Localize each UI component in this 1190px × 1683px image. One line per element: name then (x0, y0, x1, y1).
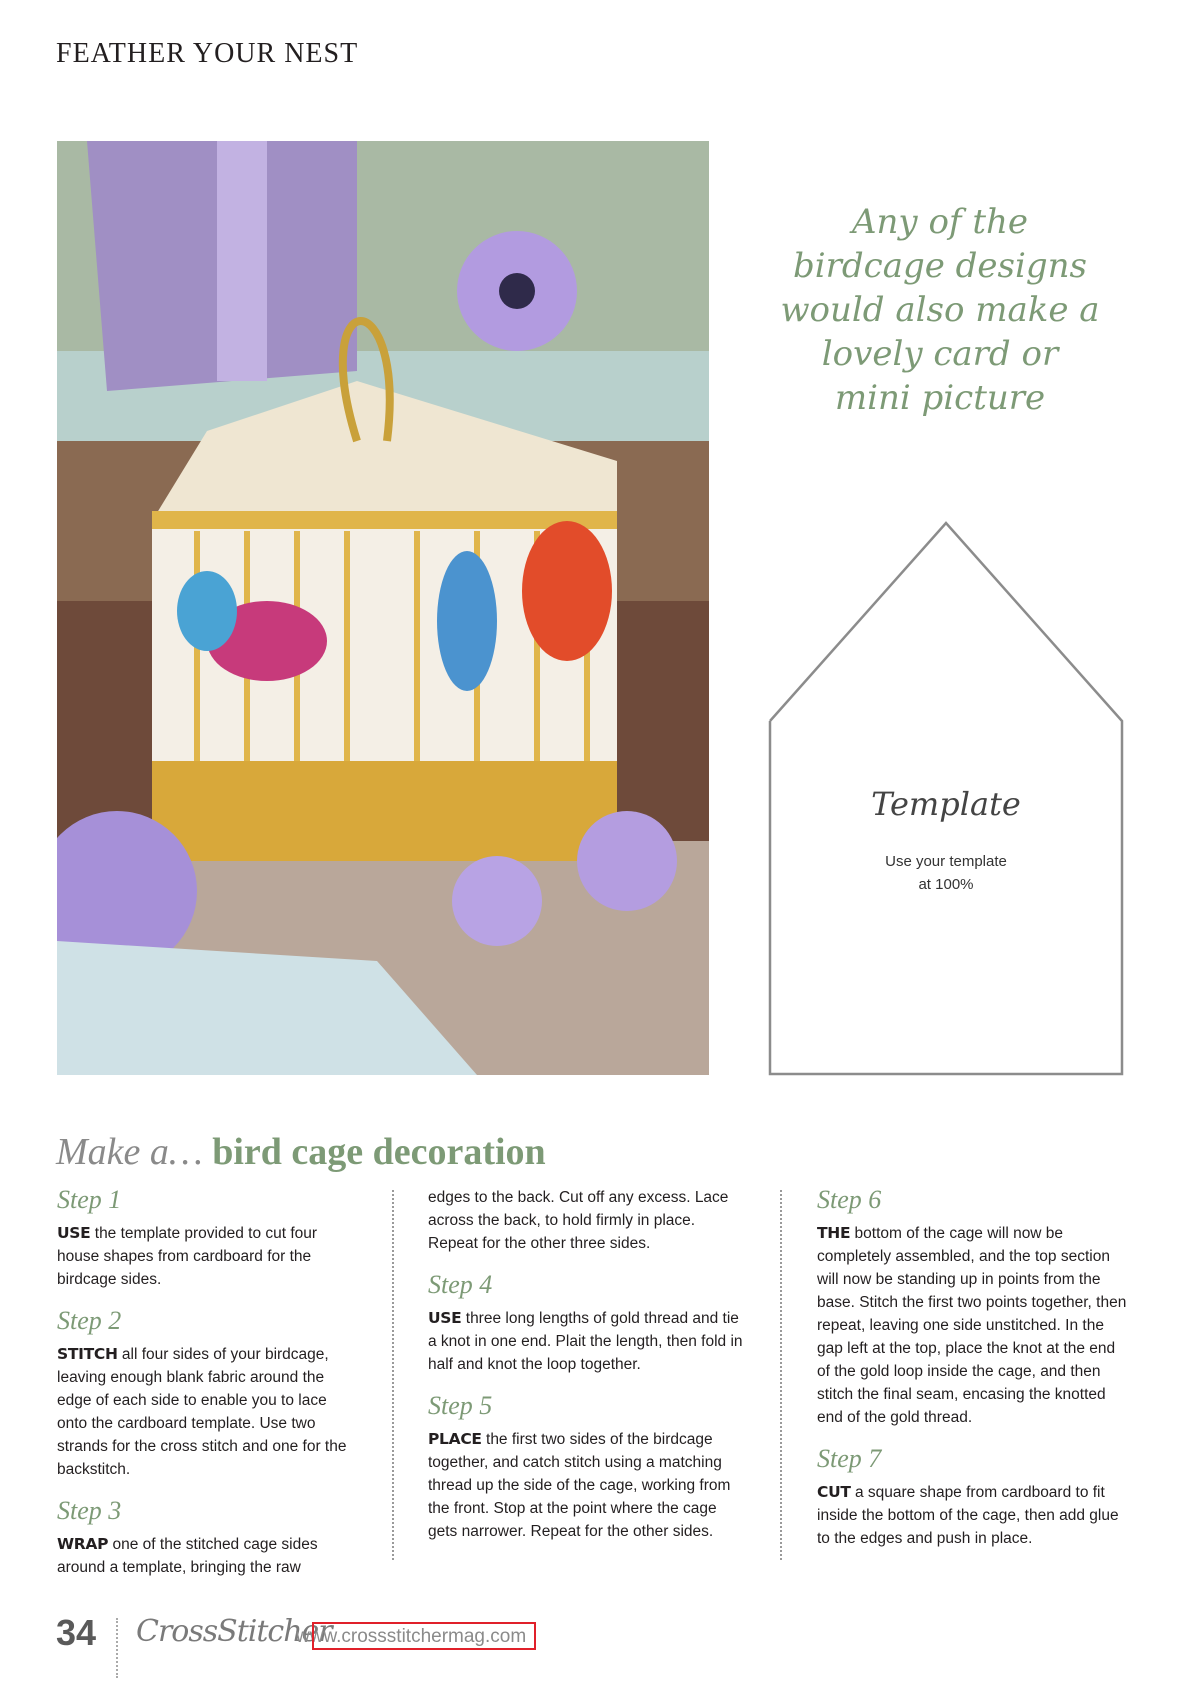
step-lead-word: STITCH (57, 1345, 118, 1363)
step-text (57, 1222, 357, 1291)
step-lead-word: WRAP (57, 1535, 109, 1553)
step-title: Step 5 (428, 1391, 493, 1420)
template-note-line: Use your template (885, 853, 1007, 870)
section-title: FEATHER YOUR NEST (56, 38, 359, 69)
step-continuation-text: edges to the back. Cut off any excess. Lace across the back, to hold firmly in place. Repeat for the other three sides. (428, 1189, 729, 1252)
step-lead-word: PLACE (428, 1430, 482, 1448)
template-note (846, 850, 1046, 896)
template-shape (768, 520, 1124, 1076)
heading-prefix: Make a… (56, 1131, 213, 1173)
footer-divider (116, 1618, 118, 1678)
step-body-text: one of the stitched cage sides around a template, bringing the raw (57, 1536, 318, 1576)
step-lead-word: CUT (817, 1483, 851, 1501)
website-link[interactable]: www.crossstitchermag.com (296, 1626, 527, 1647)
step-text (428, 1307, 748, 1376)
quote-line: lovely card or (821, 334, 1059, 374)
instructions-column-1 (57, 1186, 357, 1595)
instructions-column-3 (817, 1186, 1132, 1566)
step-body-text: a square shape from cardboard to fit inside the bottom of the cage, then add glue to the edges and push in place. (817, 1484, 1119, 1547)
step-text (817, 1222, 1132, 1429)
step-lead-word: USE (57, 1224, 91, 1242)
step-title: Step 7 (817, 1444, 882, 1473)
step-text (817, 1481, 1132, 1550)
step-lead-word: THE (817, 1224, 851, 1242)
step-title: Step 2 (57, 1306, 122, 1335)
step-title: Step 6 (817, 1185, 882, 1214)
step-body-text: three long lengths of gold thread and tie a knot in one end. Plait the length, then fold in half and knot the loop together. (428, 1310, 743, 1373)
step-title: Step 4 (428, 1270, 493, 1299)
column-divider (780, 1190, 782, 1560)
heading-title: bird cage decoration (212, 1131, 546, 1173)
page-footer (56, 1612, 956, 1668)
quote-line: mini picture (834, 378, 1046, 418)
step-body-text: all four sides of your birdcage, leaving enough blank fabric around the edge of each side to enable you to lace onto the cardboard template. Use two strands for the cross stitch and one for the backstitch. (57, 1346, 347, 1478)
page-number: 34 (56, 1612, 97, 1653)
step-body-text: the template provided to cut four house shapes from cardboard for the birdcage sides. (57, 1225, 318, 1288)
template-note-line: at 100% (918, 876, 974, 893)
birdcage-photo (57, 141, 709, 1075)
quote-line: Any of the (851, 202, 1028, 242)
link-highlight-box (312, 1622, 536, 1650)
step-title: Step 1 (57, 1185, 122, 1214)
pull-quote (780, 200, 1100, 420)
step-body-text: bottom of the cage will now be completely assembled, and the top section will now be standing up in points from the base. Stitch the first two points together, then repeat, leaving one side unstitched. In the gap left at the top, place the knot at the end of the gold loop inside the cage, and then stitch the final seam, encasing the knotted end of the gold thread. (817, 1225, 1127, 1426)
instructions-heading (56, 1130, 546, 1174)
step-text (57, 1343, 357, 1481)
quote-line: would also make a (780, 290, 1100, 330)
quote-line: birdcage designs (793, 246, 1087, 286)
magazine-brand-logo: CrossStitcher (136, 1614, 332, 1649)
step-text (57, 1533, 357, 1579)
column-divider (392, 1190, 394, 1560)
template-title: Template (871, 785, 1021, 823)
step-title: Step 3 (57, 1496, 122, 1525)
step-lead-word: USE (428, 1309, 462, 1327)
instructions-column-2 (428, 1186, 748, 1559)
step-body-text: the first two sides of the birdcage together, and catch stitch using a matching thread up the side of the cage, working from the front. Stop at the point where the cage gets narrower. Repeat for the other sides. (428, 1431, 731, 1540)
step-text (428, 1428, 748, 1543)
